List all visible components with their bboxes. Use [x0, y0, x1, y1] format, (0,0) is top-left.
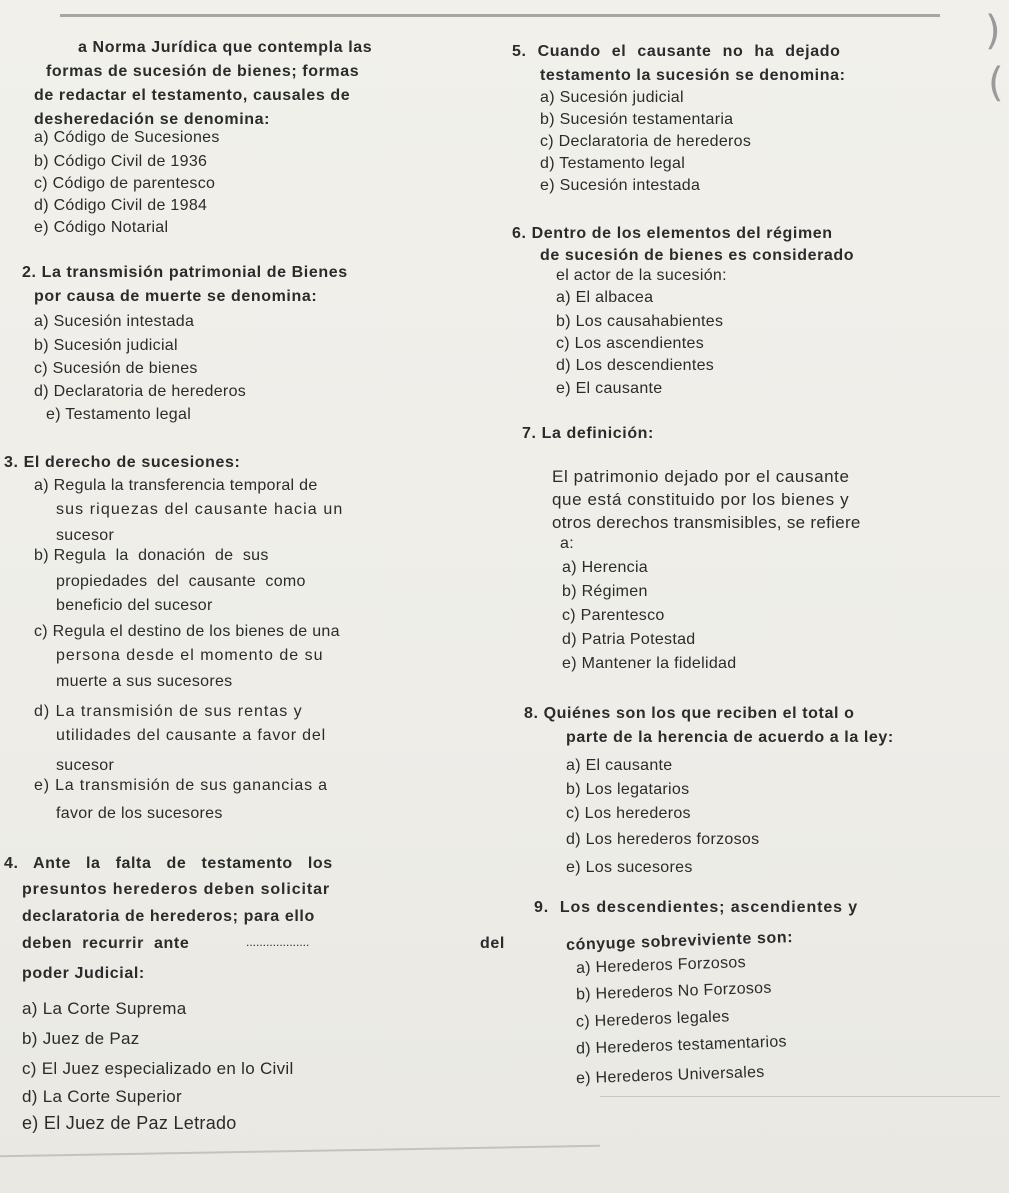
- answer-option[interactable]: d) Código Civil de 1984: [34, 197, 208, 214]
- answer-option[interactable]: c) Herederos legales: [575, 1008, 730, 1031]
- question-text: formas de sucesión de bienes; formas: [46, 63, 360, 80]
- answer-option-text: sus riquezas del causante hacia un: [56, 501, 344, 518]
- answer-option[interactable]: b) Código Civil de 1936: [34, 153, 208, 170]
- answer-option[interactable]: c) Regula el destino de los bienes de una: [34, 623, 340, 640]
- answer-option[interactable]: d) Declaratoria de herederos: [34, 383, 247, 400]
- answer-option[interactable]: c) Declaratoria de herederos: [540, 133, 752, 150]
- question-text: 8. Quiénes son los que reciben el total o: [524, 705, 855, 722]
- answer-option-text: favor de los sucesores: [56, 805, 223, 822]
- question-text: parte de la herencia de acuerdo a la ley:: [566, 729, 894, 746]
- question-text: declaratoria de herederos; para ello: [22, 908, 315, 925]
- question-text: de sucesión de bienes es considerado: [540, 247, 855, 264]
- answer-option[interactable]: e) La transmisión de sus ganancias a: [34, 777, 328, 794]
- answer-option[interactable]: c) El Juez especializado en lo Civil: [22, 1059, 294, 1078]
- answer-option[interactable]: a) Herencia: [562, 559, 649, 576]
- answer-option[interactable]: a) El causante: [566, 757, 673, 774]
- answer-option[interactable]: e) Herederos Universales: [575, 1063, 765, 1088]
- question-text: el actor de la sucesión:: [556, 267, 727, 284]
- answer-option[interactable]: e) El causante: [556, 380, 663, 397]
- question-text: testamento la sucesión se denomina:: [540, 67, 846, 84]
- answer-option[interactable]: d) Los descendientes: [556, 357, 715, 374]
- answer-option[interactable]: a) La Corte Suprema: [22, 999, 187, 1018]
- blank-line: ...................: [246, 935, 310, 949]
- top-rule: [60, 14, 940, 17]
- answer-option[interactable]: e) El Juez de Paz Letrado: [22, 1113, 237, 1133]
- answer-option-text: utilidades del causante a favor del: [56, 727, 326, 744]
- question-text: por causa de muerte se denomina:: [34, 288, 318, 305]
- question-title: 3. El derecho de sucesiones:: [4, 454, 241, 471]
- answer-option[interactable]: c) Parentesco: [562, 607, 665, 624]
- answer-option[interactable]: b) Regula la donación de sus: [34, 547, 269, 564]
- question-text: 6. Dentro de los elementos del régimen: [512, 225, 833, 242]
- question-text: 2. La transmisión patrimonial de Bienes: [22, 264, 348, 281]
- answer-option[interactable]: b) Régimen: [562, 583, 648, 600]
- answer-option[interactable]: a) Sucesión intestada: [34, 313, 195, 330]
- question-text: 9. Los descendientes; ascendientes y: [534, 899, 859, 916]
- question-text: 4. Ante la falta de testamento los: [4, 855, 333, 872]
- answer-option[interactable]: b) Sucesión testamentaria: [540, 111, 734, 128]
- answer-option[interactable]: b) Los legatarios: [566, 781, 690, 798]
- question-title: 7. La definición:: [522, 425, 654, 442]
- answer-option[interactable]: d) Patria Potestad: [562, 631, 696, 648]
- question-text: otros derechos transmisibles, se refiere: [552, 513, 861, 532]
- question-text: del: [480, 935, 505, 952]
- answer-option[interactable]: d) La transmisión de sus rentas y: [34, 703, 303, 720]
- answer-option[interactable]: a) Código de Sucesiones: [34, 129, 220, 146]
- answer-option-text: propiedades del causante como: [56, 573, 306, 590]
- page-edge-mark-icon: ): [985, 8, 1001, 54]
- answer-option[interactable]: [34, 478, 496, 494]
- answer-option[interactable]: a) El albacea: [556, 289, 654, 306]
- answer-option[interactable]: d) La Corte Superior: [22, 1087, 183, 1106]
- bottom-rule: [0, 1145, 600, 1157]
- answer-option[interactable]: c) Los herederos: [566, 805, 691, 822]
- answer-option[interactable]: b) Juez de Paz: [22, 1029, 140, 1048]
- question-text: El patrimonio dejado por el causante: [552, 467, 850, 486]
- answer-option-text: a) Regula la transferencia temporal de: [34, 477, 318, 494]
- question-text: desheredación se denomina:: [34, 111, 271, 128]
- answer-option[interactable]: e) Sucesión intestada: [540, 177, 701, 194]
- answer-option[interactable]: d) Herederos testamentarios: [575, 1033, 788, 1058]
- answer-option[interactable]: c) Sucesión de bienes: [34, 360, 198, 377]
- answer-option-text: muerte a sus sucesores: [56, 673, 233, 690]
- answer-option[interactable]: b) Herederos No Forzosos: [575, 979, 772, 1004]
- answer-option[interactable]: b) Los causahabientes: [556, 313, 724, 330]
- question-text: poder Judicial:: [22, 965, 145, 982]
- answer-option[interactable]: d) Testamento legal: [540, 155, 686, 172]
- question-text: cónyuge sobreviviente son:: [565, 929, 794, 954]
- question-text: a Norma Jurídica que contempla las: [78, 39, 373, 56]
- answer-option[interactable]: c) Código de parentesco: [34, 175, 216, 192]
- answer-option[interactable]: e) Mantener la fidelidad: [562, 655, 737, 672]
- answer-option[interactable]: c) Los ascendientes: [556, 335, 705, 352]
- answer-option-text: persona desde el momento de su: [56, 647, 324, 664]
- answer-option-text: sucesor: [56, 757, 115, 774]
- answer-option-text: sucesor: [56, 527, 115, 544]
- answer-option[interactable]: e) Testamento legal: [46, 406, 192, 423]
- question-text: presuntos herederos deben solicitar: [22, 881, 331, 898]
- question-text: de redactar el testamento, causales de: [34, 87, 351, 104]
- answer-option[interactable]: a) Sucesión judicial: [540, 89, 684, 106]
- answer-option[interactable]: d) Los herederos forzosos: [566, 831, 760, 848]
- bottom-rule-right: [600, 1096, 1000, 1097]
- question-text: 5. Cuando el causante no ha dejado: [512, 43, 841, 60]
- answer-option[interactable]: e) Código Notarial: [34, 219, 169, 236]
- question-text: que está constituido por los bienes y: [552, 490, 850, 509]
- answer-option[interactable]: e) Los sucesores: [566, 859, 693, 876]
- answer-option[interactable]: b) Sucesión judicial: [34, 337, 178, 354]
- answer-option-text: beneficio del sucesor: [56, 597, 213, 614]
- question-text: deben recurrir ante: [22, 935, 190, 952]
- answer-option[interactable]: a) Herederos Forzosos: [575, 954, 747, 977]
- question-text: a:: [560, 535, 574, 552]
- page-edge-mark-icon: (: [988, 60, 1004, 106]
